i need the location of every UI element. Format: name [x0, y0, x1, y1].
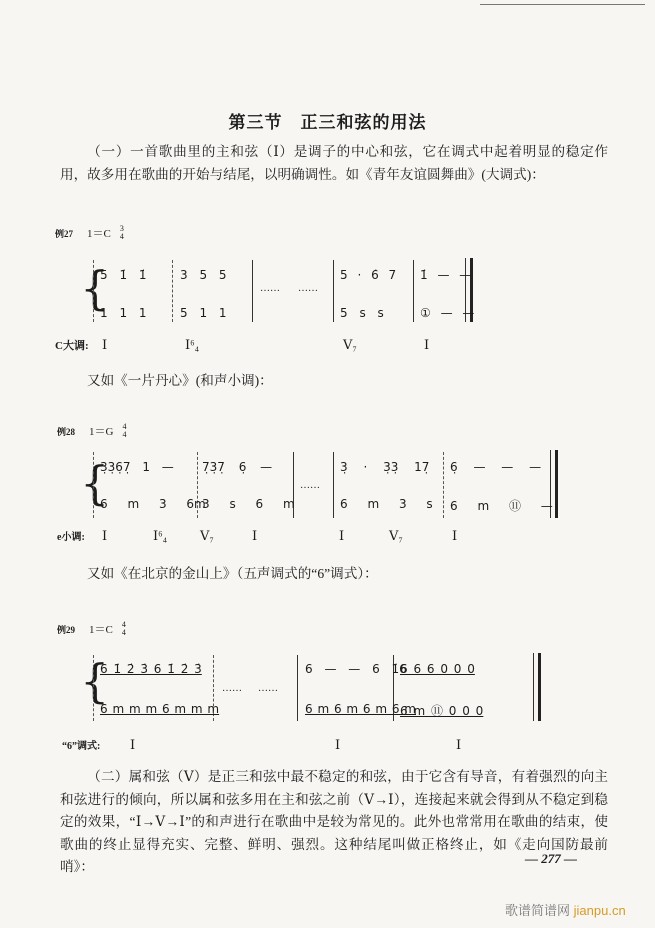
mode-label: C大调:	[55, 340, 89, 352]
chord-label: Ⅰ	[130, 737, 136, 752]
ellipsis: ……	[300, 480, 320, 491]
intro-29: 又如《在北京的金山上》（五声调式的“6”调式）：	[87, 566, 378, 581]
chord-label: Ⅰ	[424, 337, 430, 352]
measure: 3 5 5	[180, 268, 227, 282]
mode-label: e小调:	[57, 532, 85, 543]
barline	[333, 260, 334, 322]
chord-label: Ⅴ₇	[389, 528, 403, 543]
page-number: — 277 —	[525, 851, 577, 866]
intro-28: 又如《一片丹心》(和声小调)：	[87, 373, 273, 388]
ellipsis: ……	[222, 683, 242, 694]
barline	[443, 452, 445, 518]
measure: 6 m 3 6m	[100, 497, 206, 511]
ellipsis: ……	[260, 283, 280, 294]
chord-label: Ⅰ	[456, 737, 462, 752]
key-signature: 1＝G	[89, 426, 114, 438]
brace-icon: {	[80, 261, 110, 315]
chord-label: Ⅰ	[102, 337, 108, 352]
barline	[93, 260, 95, 322]
measure: ① — —	[420, 306, 475, 320]
chord-label: Ⅰ	[339, 528, 345, 543]
chord-label: Ⅴ₇	[343, 337, 357, 352]
example-label: 例29	[57, 625, 76, 635]
paragraph-1: （一）一首歌曲里的主和弦（Ⅰ）是调子的中心和弦，它在调式中起着明显的稳定作用，故多用在歌曲的开始与结尾，以明确调性。如《青年友谊圆舞曲》(大调式)：	[60, 144, 608, 182]
measure: 7̣3̣7̣ 6̣ —	[202, 460, 273, 474]
measure: 6 m ⑪ 0 0 0	[400, 704, 484, 718]
example-label: 例28	[57, 427, 76, 437]
measure: 6 1̇ 2̇ 3̇ 6 1̇ 2̇ 3̇	[100, 662, 202, 676]
measure: 6 m ⑪ —	[450, 499, 553, 513]
measure: 6 6 6 0 0 0	[400, 662, 475, 676]
barline	[252, 260, 253, 322]
mode-label: “6”调式:	[62, 741, 101, 752]
example-header	[57, 422, 126, 440]
barline	[333, 452, 334, 518]
barline	[413, 260, 414, 322]
example-header	[57, 620, 126, 638]
measure: 6 m m m 6 m m m	[100, 702, 220, 716]
ellipsis: ……	[258, 683, 278, 694]
time-signature: 4 4	[121, 620, 126, 638]
measure: 5 s s	[340, 306, 384, 320]
key-signature: 1＝C	[87, 228, 111, 240]
chord-label: Ⅰ	[102, 528, 108, 543]
measure: 3̣ · 3̣3̣ 17̣	[340, 460, 430, 474]
example-label: 例27	[55, 229, 74, 239]
measure: 5 · 6̇ 7	[340, 268, 397, 282]
barline	[172, 260, 174, 322]
chord-label: Ⅰ⁶₄	[153, 528, 168, 543]
watermark: 歌谱简谱网 jianpu.cn	[505, 903, 626, 918]
paragraph-2: （二）属和弦（Ⅴ）是正三和弦中最不稳定的和弦，由于它含有导音，有着强烈的向主和弦进行的倾向，所以属和弦多用在主和弦之前（Ⅴ→Ⅰ），连接起来就会得到从不稳定到稳定的效果，“Ⅰ→Ⅴ→Ⅰ”的和声进行在歌曲中是较为常见的。此外也常常用在歌曲的结束，使歌曲的终止显得充实、完整、鲜明、强烈。这种结尾叫做正格终止，如《走向国防最前哨》：	[60, 769, 608, 874]
time-signature: 3 4	[119, 224, 124, 242]
measure: 6̣ — — —	[450, 460, 542, 474]
barline	[93, 452, 95, 518]
measure: 6 m 6 m 6 m 6 m	[305, 702, 416, 716]
chord-label: Ⅰ	[335, 737, 341, 752]
final-barline	[533, 653, 541, 721]
example-header	[55, 224, 124, 242]
chord-label: Ⅴ₇	[200, 528, 214, 543]
chord-label: Ⅰ⁶₄	[185, 337, 200, 352]
key-signature: 1＝C	[89, 624, 113, 636]
measure: 5 1̇ 1̇	[100, 268, 147, 282]
chord-label: Ⅰ	[452, 528, 458, 543]
measure: 1̇ — —	[420, 268, 472, 282]
top-rule	[480, 4, 645, 5]
section-title: 第三节 正三和弦的用法	[228, 113, 427, 132]
measure: 3̣3̣6̣7̣ 1 —	[100, 460, 174, 474]
measure: 5 1 1	[180, 306, 227, 320]
measure: 6 m 3 s	[340, 497, 433, 511]
brace-icon: {	[80, 456, 110, 510]
measure: 3 s 6 m	[202, 497, 295, 511]
measure: 6 — — 6 1̇6	[305, 662, 407, 676]
measure: 1 1 1	[100, 306, 147, 320]
brace-icon: {	[80, 654, 110, 708]
ellipsis: ……	[298, 283, 318, 294]
barline	[297, 655, 298, 721]
time-signature: 4 4	[122, 422, 127, 440]
chord-label: Ⅰ	[252, 528, 258, 543]
barline	[93, 655, 95, 721]
